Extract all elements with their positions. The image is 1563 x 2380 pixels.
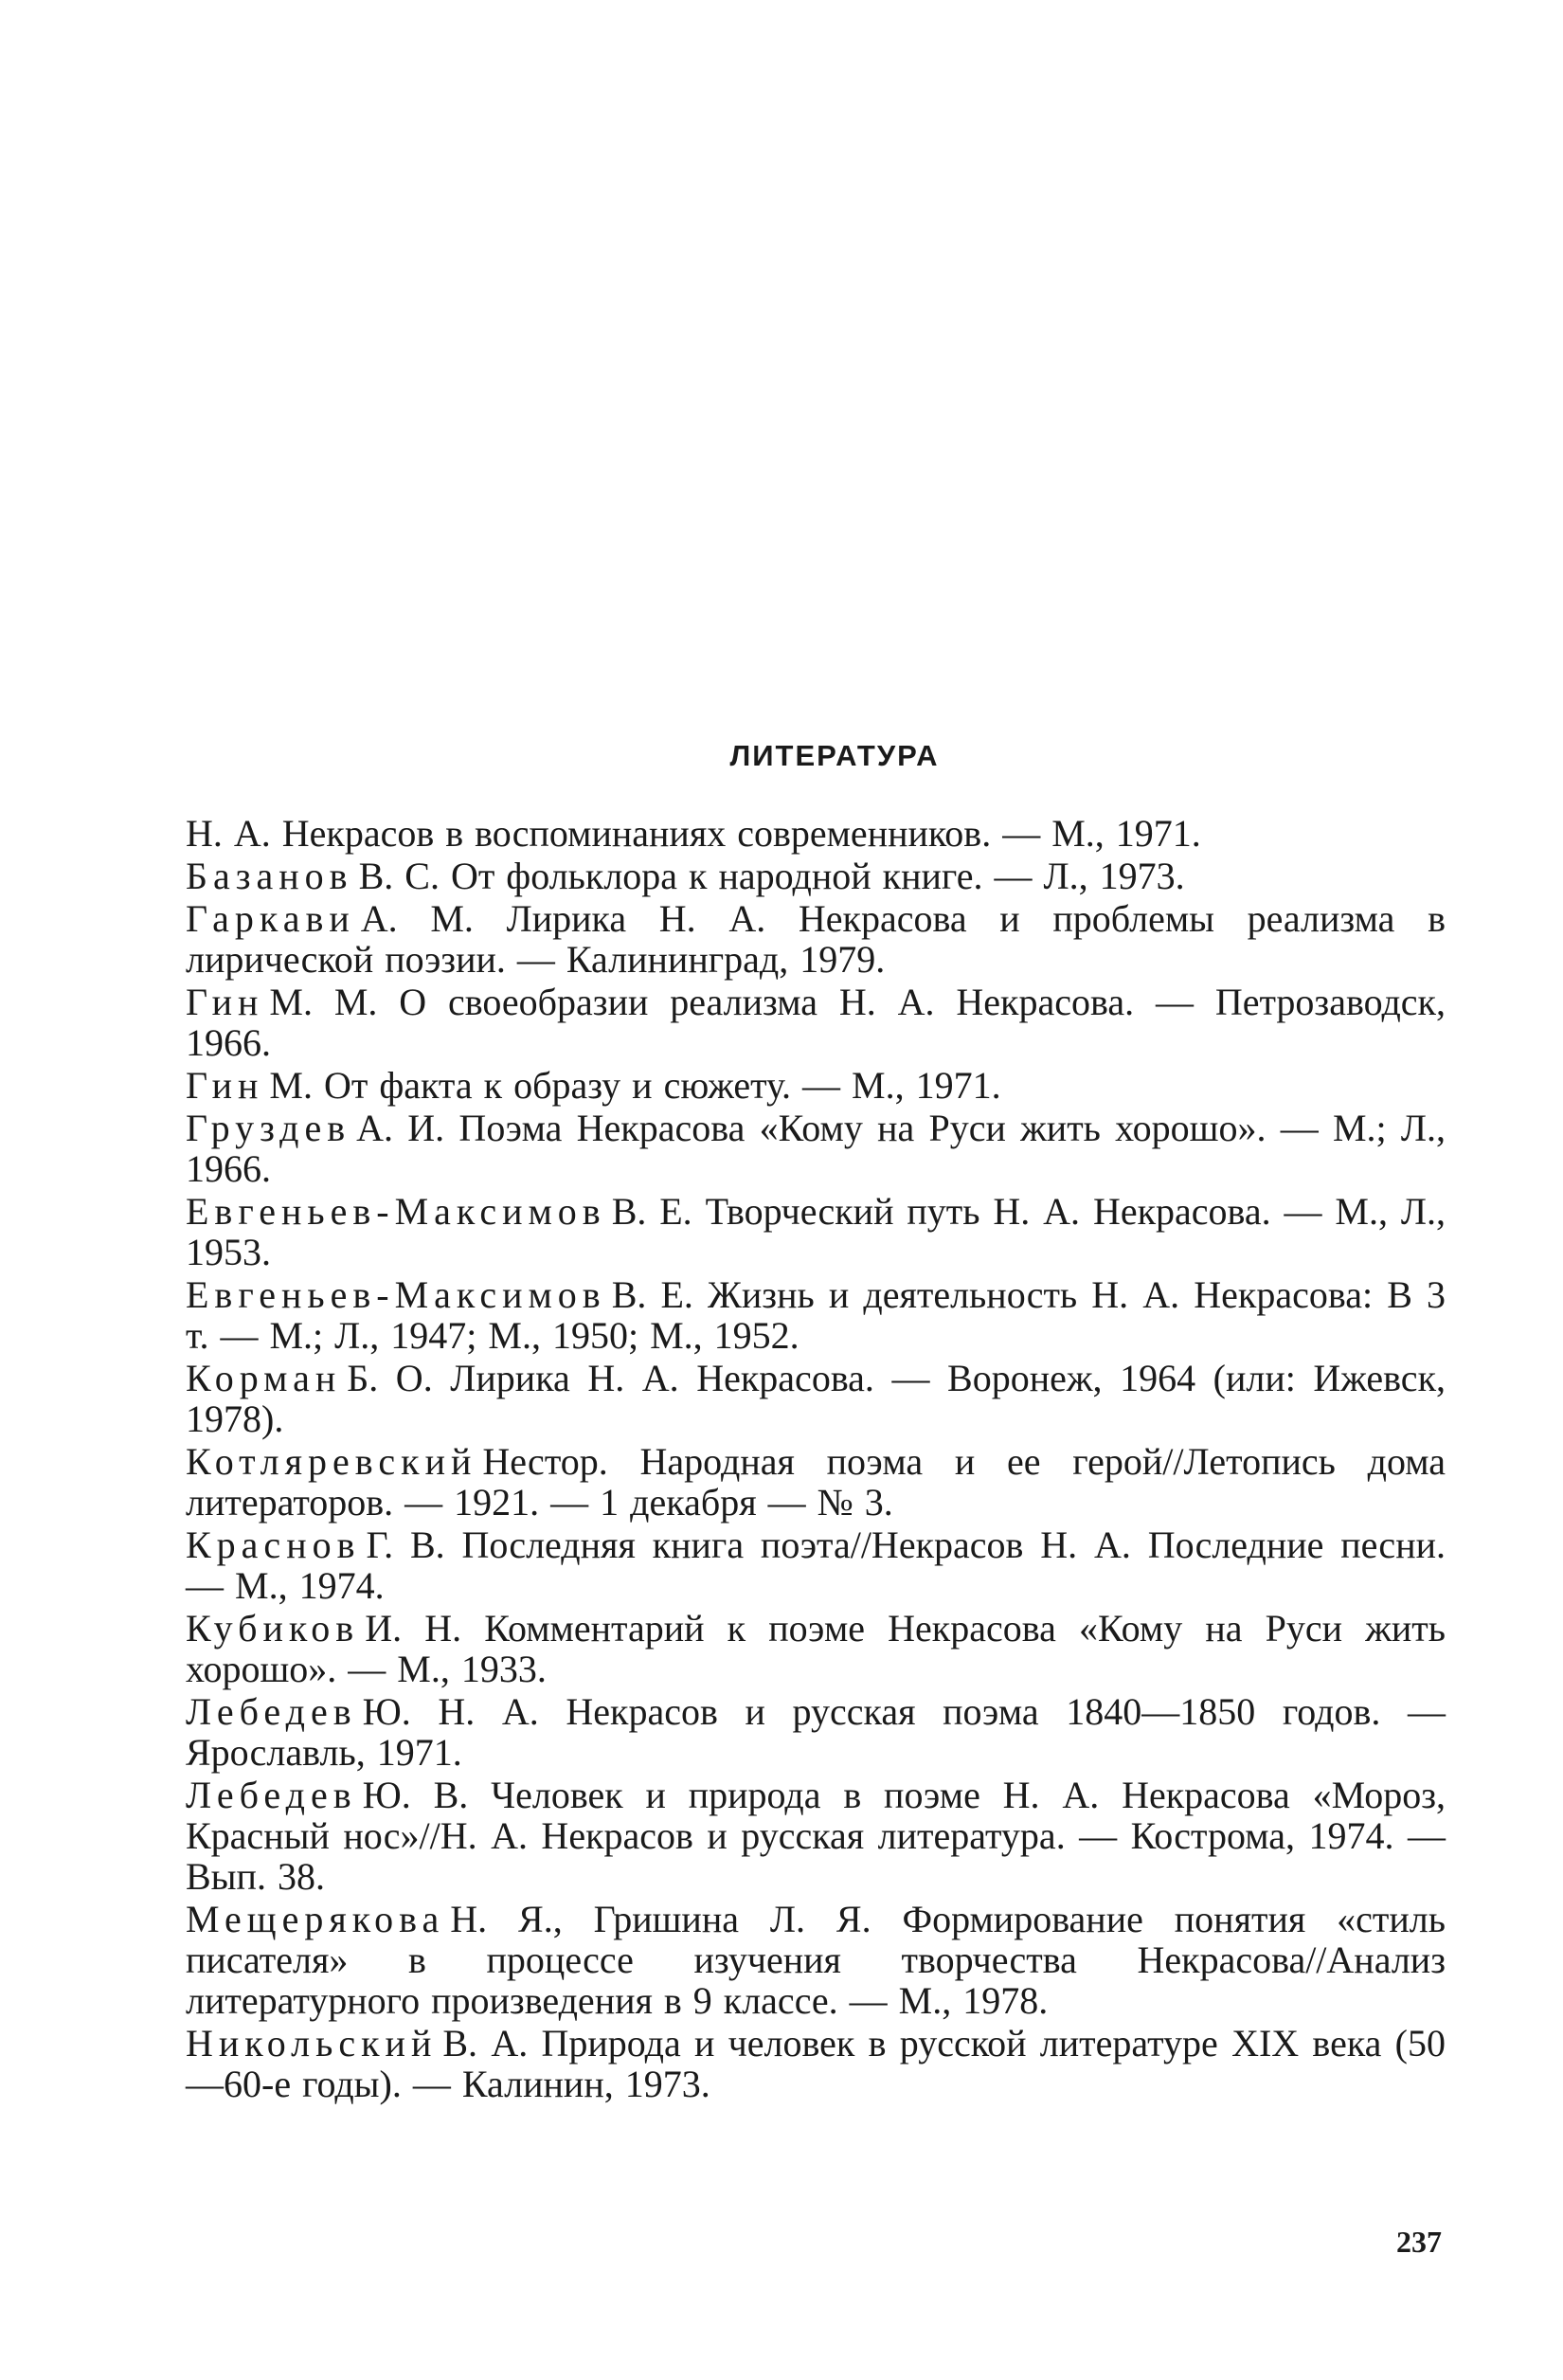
entry-author: Лебедев (186, 1690, 357, 1733)
entry-text: Нестор. Народная поэма и ее герой//Летопись дома литераторов. — 1921. — 1 декабря — № 3. (186, 1440, 1446, 1524)
bibliography-entry (186, 813, 1446, 854)
entry-text: А. И. Поэма Некрасова «Кому на Руси жить хорошо». — М.; Л., 1966. (186, 1107, 1446, 1190)
entry-author: Никольский (186, 2022, 438, 2064)
page-number: 237 (1396, 2225, 1442, 2259)
document-page (186, 739, 1446, 2106)
bibliography-entry (186, 1524, 1446, 1606)
entry-author: Краснов (186, 1524, 361, 1566)
entry-text: И. Н. Комментарий к поэме Некрасова «Кому на Руси жить хорошо». — М., 1933. (186, 1607, 1446, 1690)
entry-text: М. От факта к образу и сюжету. — М., 1971. (269, 1064, 1001, 1107)
section-heading: ЛИТЕРАТУРА (729, 739, 940, 772)
entry-text: Ю. Н. А. Некрасов и русская поэма 1840—1850 годов. — Ярославль, 1971. (186, 1690, 1446, 1774)
entry-author: Лебедев (186, 1774, 357, 1816)
bibliography-entry (186, 1691, 1446, 1773)
bibliography-entry (186, 1108, 1446, 1189)
entry-author: Базанов (186, 855, 353, 897)
entry-text: Ю. В. Человек и природа в поэме Н. А. Некрасова «Мороз, Красный нос»//Н. А. Некрасов и русская литература. — Кострома, 1974. — Вып. 38. (186, 1774, 1446, 1898)
entry-author: Котляревский (186, 1440, 477, 1483)
bibliography-entry (186, 1608, 1446, 1689)
bibliography-entry (186, 1899, 1446, 2021)
entry-author: Евгеньев-Максимов (186, 1273, 606, 1316)
entry-author: Мещерякова (186, 1898, 445, 1940)
entry-author: Корман (186, 1357, 342, 1399)
bibliography-entry (186, 1358, 1446, 1439)
bibliography-entry (186, 2023, 1446, 2104)
entry-author: Кубиков (186, 1607, 360, 1650)
entry-text: Б. О. Лирика Н. А. Некрасова. — Воронеж, 1964 (или: Ижевск, 1978). (186, 1357, 1446, 1440)
bibliography-entry (186, 856, 1446, 896)
entry-text: В. Е. Творческий путь Н. А. Некрасова. — М., Л., 1953. (186, 1190, 1446, 1273)
bibliography-entry (186, 898, 1446, 980)
bibliography-entry (186, 1274, 1446, 1356)
entry-text: В. Е. Жизнь и деятельность Н. А. Некрасова: В 3 т. — М.; Л., 1947; М., 1950; М., 1952. (186, 1273, 1446, 1357)
entry-text: Г. В. Последняя книга поэта//Некрасов Н. А. Последние песни. — М., 1974. (186, 1524, 1446, 1607)
entry-text: В. С. От фольклора к народной книге. — Л., 1973. (358, 855, 1185, 897)
entry-text: М. М. О своеобразии реализма Н. А. Некрасова. — Петрозаводск, 1966. (186, 981, 1446, 1064)
bibliography-entry (186, 982, 1446, 1063)
bibliography-entry (186, 1191, 1446, 1272)
entry-text: А. М. Лирика Н. А. Некрасова и проблемы реализма в лирической поэзии. — Калининград, 1979. (186, 897, 1446, 981)
bibliography-entry (186, 1775, 1446, 1897)
entry-author: Груздев (186, 1107, 351, 1149)
entry-text: Н. А. Некрасов в воспоминаниях современников. — М., 1971. (186, 812, 1201, 855)
entry-author: Гин (186, 981, 264, 1023)
entry-author: Гин (186, 1064, 264, 1107)
bibliography-list (186, 813, 1446, 2104)
bibliography-entry (186, 1441, 1446, 1523)
entry-author: Евгеньев-Максимов (186, 1190, 606, 1233)
entry-text: В. А. Природа и человек в русской литературе XIX века (50—60-е годы). — Калинин, 1973. (186, 2022, 1446, 2105)
entry-author: Гаркави (186, 897, 355, 940)
bibliography-entry (186, 1065, 1446, 1106)
entry-text: Н. Я., Гришина Л. Я. Формирование понятия «стиль писателя» в процессе изучения творчества Некрасова//Анализ литературного произведения в 9 классе. — М., 1978. (186, 1898, 1446, 2022)
